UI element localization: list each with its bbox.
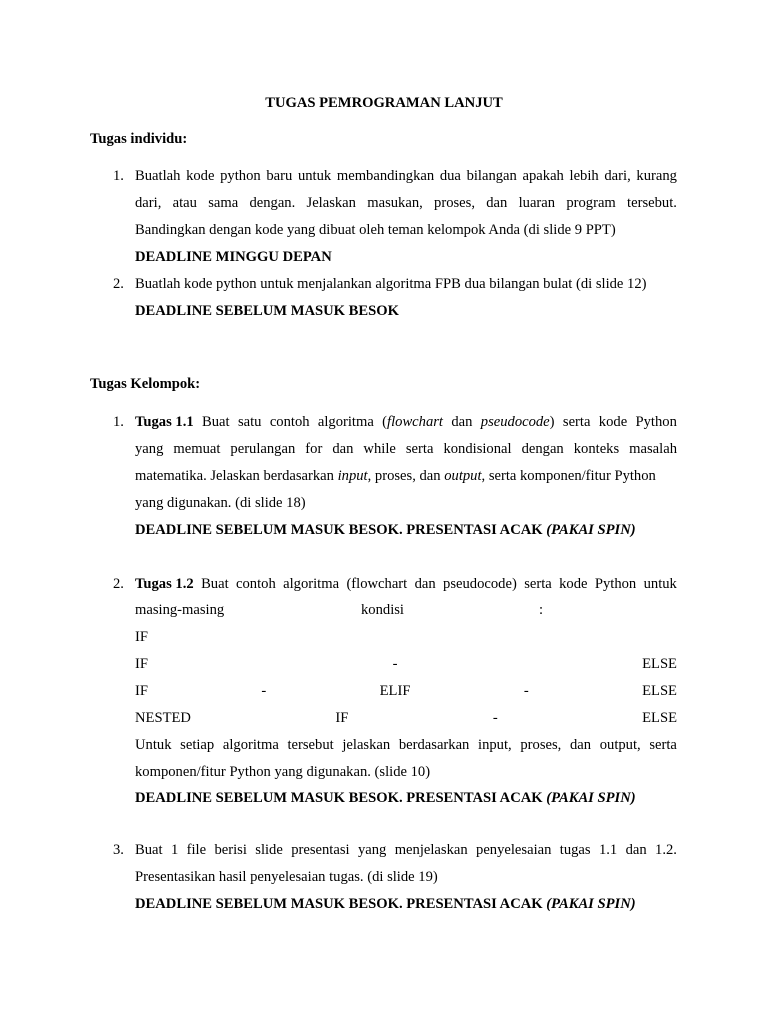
kelompok-item-3-line-1: Buat 1 file berisi slide presentasi yang menjelaskan penyelesaian tugas 1.1 dan 1.2. [135,842,677,858]
kelompok-item-2-line-2a: masing-masing [135,602,225,618]
kelompok-item-2-line-5: IF - ELIF - ELSE [135,683,677,699]
kelompok-heading: Tugas Kelompok: [90,376,201,392]
kelompok-item-3-deadline: DEADLINE SEBELUM MASUK BESOK. PRESENTASI ACAK (PAKAI SPIN) [135,896,636,912]
kelompok-item-2-number: 2. [113,576,124,592]
individu-item-1-line-1: Buatlah kode python baru untuk membandingkan dua bilangan apakah lebih dari, kurang [135,168,677,184]
kelompok-item-2-line-3: IF [135,629,148,645]
kelompok-item-2-line-7: Untuk setiap algoritma tersebut jelaskan berdasarkan input, proses, dan output, serta [135,737,677,753]
kelompok-item-1-line-1: Tugas 1.1 Buat satu contoh algoritma (flowchart dan pseudocode) serta kode Python [135,414,677,430]
kelompok-item-2-line-2b: kondisi [361,602,404,618]
kelompok-item-1-line-2: yang memuat perulangan for dan while serta kondisional dengan konteks masalah [135,441,677,457]
kelompok-item-3-number: 3. [113,842,124,858]
individu-heading: Tugas individu: [90,131,188,147]
kelompok-item-1-number: 1. [113,414,124,430]
kelompok-item-2-deadline: DEADLINE SEBELUM MASUK BESOK. PRESENTASI ACAK (PAKAI SPIN) [135,790,636,806]
individu-item-2-deadline: DEADLINE SEBELUM MASUK BESOK [135,303,399,319]
individu-item-2-text: Buatlah kode python untuk menjalankan algoritma FPB dua bilangan bulat (di slide 12) [135,276,647,292]
kelompok-item-2-line-6: NESTED IF - ELSE [135,710,677,726]
kelompok-item-1-line-4: yang digunakan. (di slide 18) [135,495,306,511]
kelompok-item-2-line-2c: : [539,602,544,618]
individu-item-2-number: 2. [113,276,124,292]
individu-item-1-number: 1. [113,168,124,184]
kelompok-item-2-line-1: Tugas 1.2 Buat contoh algoritma (flowchart dan pseudocode) serta kode Python untuk [135,576,677,592]
kelompok-item-2-line-8: komponen/fitur Python yang digunakan. (slide 10) [135,764,431,780]
kelompok-item-2-line-4: IF - ELSE [135,656,677,672]
kelompok-item-1-line-3: matematika. Jelaskan berdasarkan input, proses, dan output, serta komponen/fitur Python [135,468,656,484]
kelompok-item-3-line-2: Presentasikan hasil penyelesaian tugas. (di slide 19) [135,869,438,885]
kelompok-item-1-deadline: DEADLINE SEBELUM MASUK BESOK. PRESENTASI ACAK (PAKAI SPIN) [135,522,636,538]
page-title: TUGAS PEMROGRAMAN LANJUT [265,95,503,111]
individu-item-1-line-3: Bandingkan dengan kode yang dibuat oleh teman kelompok Anda (di slide 9 PPT) [135,222,616,238]
individu-item-1-line-2: dari, atau sama dengan. Jelaskan masukan, proses, dan luaran program tersebut. [135,195,677,211]
individu-item-1-deadline: DEADLINE MINGGU DEPAN [135,249,332,265]
